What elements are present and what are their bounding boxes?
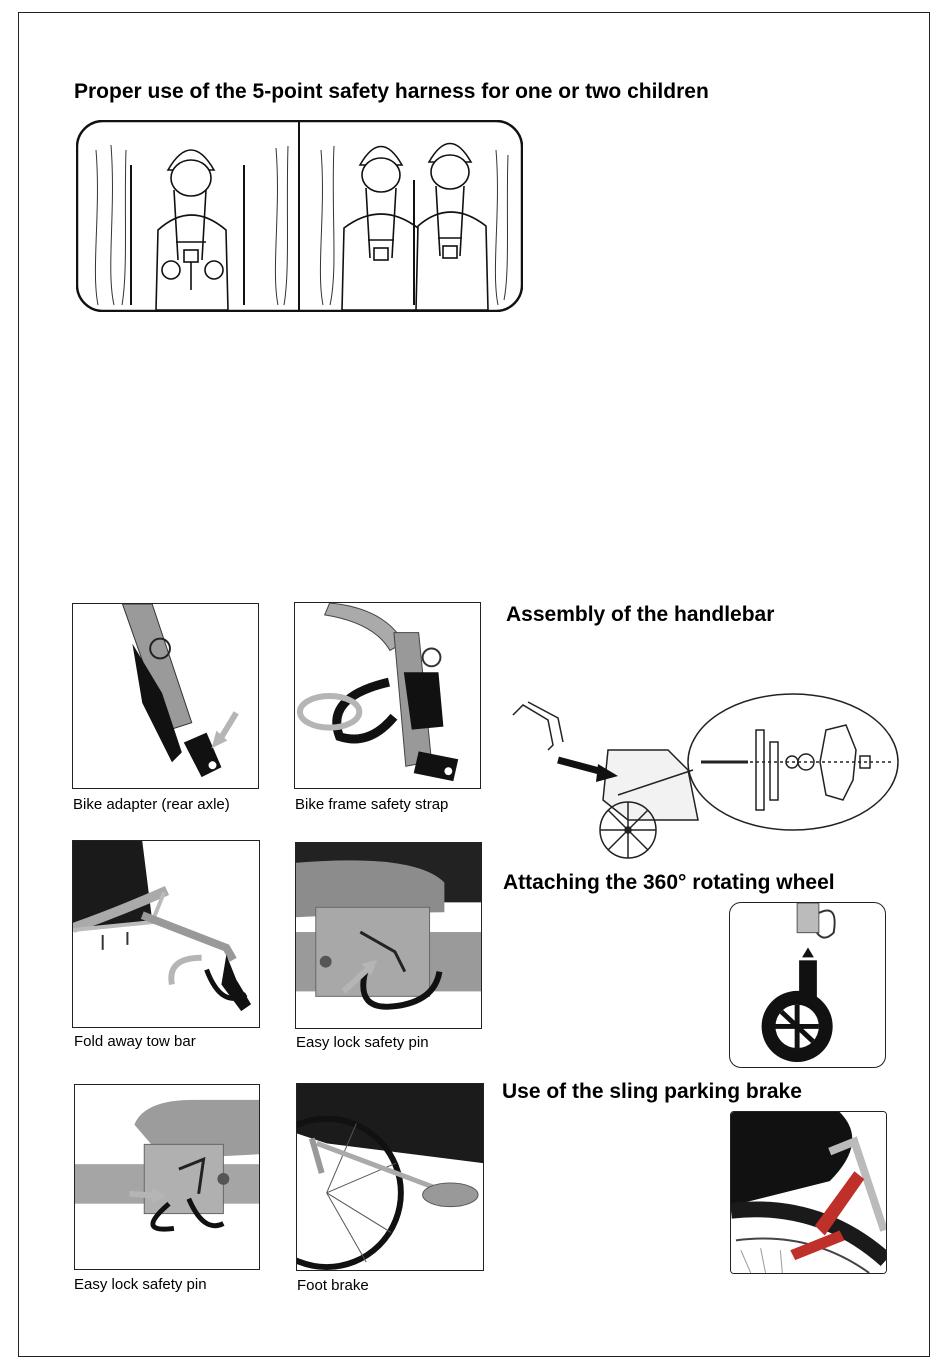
wheel-heading: Attaching the 360° rotating wheel — [503, 871, 835, 894]
rotating-wheel-photo — [729, 902, 886, 1068]
tow-bar-caption: Fold away tow bar — [74, 1033, 196, 1050]
lock-pin-caption-2: Easy lock safety pin — [74, 1276, 207, 1293]
harness-heading: Proper use of the 5-point safety harness for one or two children — [74, 80, 709, 103]
harness-illustration — [76, 120, 523, 312]
frame-strap-photo — [294, 602, 481, 789]
handlebar-diagram — [508, 690, 900, 862]
lock-pin-photo-1 — [295, 842, 482, 1029]
foot-brake-photo — [296, 1083, 484, 1271]
brake-heading: Use of the sling parking brake — [502, 1080, 802, 1103]
frame-strap-caption: Bike frame safety strap — [295, 796, 449, 813]
handlebar-heading: Assembly of the handlebar — [506, 603, 775, 626]
bike-adapter-photo — [72, 603, 259, 789]
lock-pin-photo-2 — [74, 1084, 260, 1270]
lock-pin-caption-1: Easy lock safety pin — [296, 1034, 429, 1051]
tow-bar-photo — [72, 840, 260, 1028]
bike-adapter-caption: Bike adapter (rear axle) — [73, 796, 230, 813]
foot-brake-caption: Foot brake — [297, 1277, 369, 1294]
sling-brake-photo — [730, 1111, 887, 1274]
